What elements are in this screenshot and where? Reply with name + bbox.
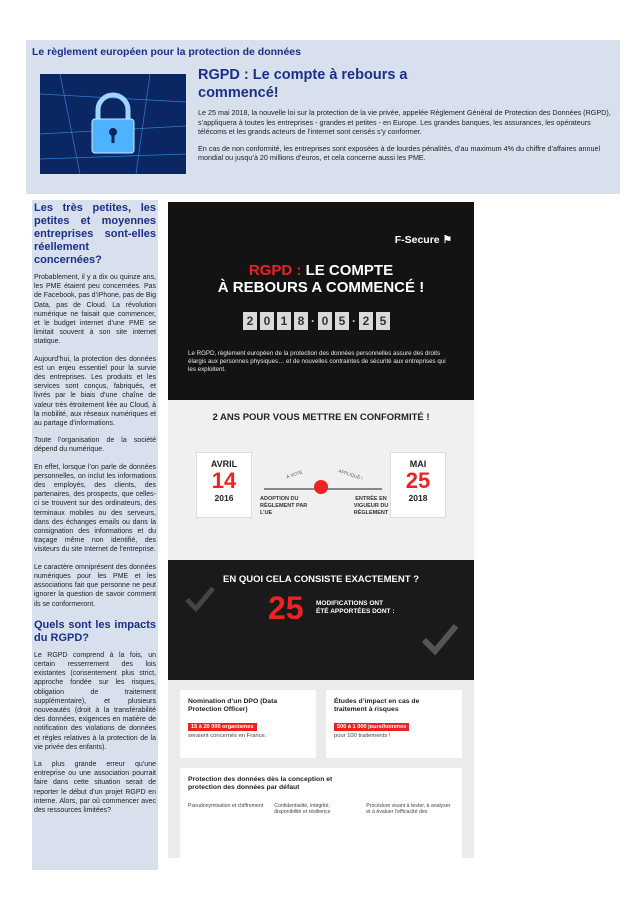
brand-name: F-Secure xyxy=(394,234,440,246)
paragraph: Le RGPD comprend à la fois, un certain resserrement des lois existantes (consentement plus strict, approche fondée sur les risques, obligation de traitement supplémentaire), et plusieurs nouveautés (droit à la transférabilité des données, exigences en matière de notification des violations de données et règles relatives à la protection de la vie privée des enfants). xyxy=(34,651,156,751)
checklist-item: Confidentialité, intégrité, disponibilité et résilience xyxy=(274,802,331,816)
entree-label: ENTRÉE EN VIGUEUR DU RÈGLEMENT xyxy=(353,496,389,516)
modifications-count: 25 xyxy=(268,590,304,626)
paragraph: En effet, lorsque l’on parle de données personnelles, on inclut les informations des employés, des clients, des partenaires, des prospects, que celles-ci se trouvent sur des ordinateurs, des terminaux mobiles ou des serveurs, dans des échanges emails ou dans la consignation des informations et du traçage même non identifié, des visiteurs du site Internet de l’entreprise. xyxy=(34,463,156,554)
checkmark-icon xyxy=(182,580,218,616)
checklist-item: Pseudonymisation et chiffrement xyxy=(188,802,264,809)
countdown xyxy=(243,312,390,330)
vote-label: À VOTÉ xyxy=(285,469,303,480)
countdown-separator: · xyxy=(311,314,315,328)
sidebar-text xyxy=(34,651,156,815)
protection-card xyxy=(180,768,462,858)
infographic-title xyxy=(168,262,474,296)
cards-section xyxy=(168,680,474,858)
calendar-year: 2016 xyxy=(214,493,234,503)
paragraph: La plus grande erreur qu’une entreprise ou une association pourrait faire dans cette situation serait de reporter le début d’un projet RGPD en interne. Alors, par où commencer avec des ressources limitées? xyxy=(34,760,156,814)
sidebar-heading: Les très petites, les petites et moyennes entreprises sont-elles réellement concernées? xyxy=(34,202,156,266)
paragraph: Le caractère omniprésent des données numériques pour les PME et les associations fait que personne ne peut ignorer la question de savoir comment ils se conformeront. xyxy=(34,563,156,608)
modifications-section xyxy=(168,560,474,680)
infographic-header xyxy=(168,202,474,400)
sidebar xyxy=(32,200,158,870)
intro-text xyxy=(198,108,614,170)
title-red: RGPD : xyxy=(248,262,302,279)
countdown-digit: 5 xyxy=(335,312,349,330)
modifications-title: EN QUOI CELA CONSISTE EXACTEMENT ? xyxy=(223,574,419,585)
impact-card xyxy=(326,690,462,758)
card-highlight: 15 à 20 000 organismes xyxy=(188,723,257,731)
calendar-day: 14 xyxy=(211,468,237,493)
infographic xyxy=(168,202,474,858)
title-line2: À REBOURS A COMMENCÉ ! xyxy=(217,279,425,296)
checklist-item: Procédure visant à tester, à analyser et à évaluer l’efficacité des xyxy=(366,802,451,816)
countdown-digit: 8 xyxy=(294,312,308,330)
countdown-separator: · xyxy=(352,314,356,328)
dpo-card xyxy=(180,690,316,758)
checkmark-icon xyxy=(418,616,462,660)
intro-paragraph: Le 25 mai 2018, la nouvelle loi sur la protection de la vie privée, appelée Règlement Général de Protection des Données (RGPD), s’appliquera à toutes les entreprises - grandes et petites - en Europe. Les grandes banques, les assurances, les opérateurs télécoms et les grands acteurs de l’internet sont censés s’y conformer. xyxy=(198,108,611,137)
page xyxy=(26,40,620,870)
modifications-text: MODIFICATIONS ONT ÉTÉ APPORTÉES DONT : xyxy=(316,600,395,615)
flag-icon: ⚑ xyxy=(442,234,452,246)
title-rest: LE COMPTE xyxy=(301,262,394,279)
paragraph: Toute l’organisation de la société dépend du numérique. xyxy=(34,437,156,454)
calendar-start xyxy=(196,452,252,518)
paragraph: Aujourd’hui, la protection des données est un enjeu essentiel pour la survie des entreprises. Les produits et les services sont conçus, fabriqués, et livrés par le biais d’une chaîne de valeur très étroitement liée au Cloud, à la mobilité, aux réseaux numériques et au partage d’informations. xyxy=(34,355,156,428)
card-title: Nomination d’un DPO (Data Protection Officer) xyxy=(188,698,278,714)
calendar-end xyxy=(390,452,446,518)
intro-paragraph: En cas de non conformité, les entreprises sont exposées à de lourdes pénalités, d’au maximum 4% du chiffre d’affaires annuel mondial ou jusqu’à 20 millions d’euros, et cela concerne aussi les PME. xyxy=(198,143,601,163)
card-highlight: 500 à 1 000 jours/hommes xyxy=(334,723,409,731)
applique-label: APPLIQUÉ ! xyxy=(337,468,364,481)
card-text: seraient concernés en France. xyxy=(188,732,267,739)
countdown-digit: 1 xyxy=(277,312,291,330)
paragraph: Probablement, il y a dix ou quinze ans, les PME étaient peu concernées. Pas de Facebook, pas d’iPhone, pas de Big Data, pas de Cloud. La révolution numérique ne faisait que commencer, et le budget internet d’une PME se limitait souvent à son site internet statique. xyxy=(34,274,156,346)
countdown-digit: 0 xyxy=(318,312,332,330)
sidebar-text xyxy=(34,273,156,609)
card-text: pour 100 traitements ! xyxy=(334,732,391,739)
countdown-digit: 2 xyxy=(243,312,257,330)
adoption-label: ADOPTION DU RÈGLEMENT PAR L’UE xyxy=(260,496,308,516)
timeline-title: 2 ANS POUR VOUS METTRE EN CONFORMITÉ ! xyxy=(212,412,430,423)
sidebar-heading: Quels sont les impacts du RGPD? xyxy=(34,618,156,644)
timeline-section xyxy=(168,400,474,560)
calendar-month: MAI xyxy=(409,459,427,469)
countdown-digit: 0 xyxy=(260,312,274,330)
brand-logo xyxy=(395,234,452,246)
infographic-description: Le RGPD, règlement européen de la protection des données personnelles assure des droits élargis aux personnes physiques… et de nouvelles contraintes de sécurité aux entreprises qui les exploitent. xyxy=(188,350,446,374)
checklist xyxy=(188,803,454,816)
countdown-digit: 2 xyxy=(359,312,373,330)
gauge-icon xyxy=(314,480,328,494)
kicker: Le règlement européen pour la protection de données xyxy=(32,46,301,58)
countdown-digit: 5 xyxy=(376,312,390,330)
calendar-month: AVRIL xyxy=(210,459,238,469)
padlock-image xyxy=(40,74,186,174)
main-title: RGPD : Le compte à rebours a commencé! xyxy=(198,67,408,101)
card-title: Protection des données dès la conception et protection des données par défaut xyxy=(188,776,333,792)
calendar-day: 25 xyxy=(405,468,431,493)
header-band xyxy=(26,40,620,194)
calendar-year: 2018 xyxy=(408,493,428,503)
card-title: Études d’impact en cas de traitement à risques xyxy=(334,698,420,714)
